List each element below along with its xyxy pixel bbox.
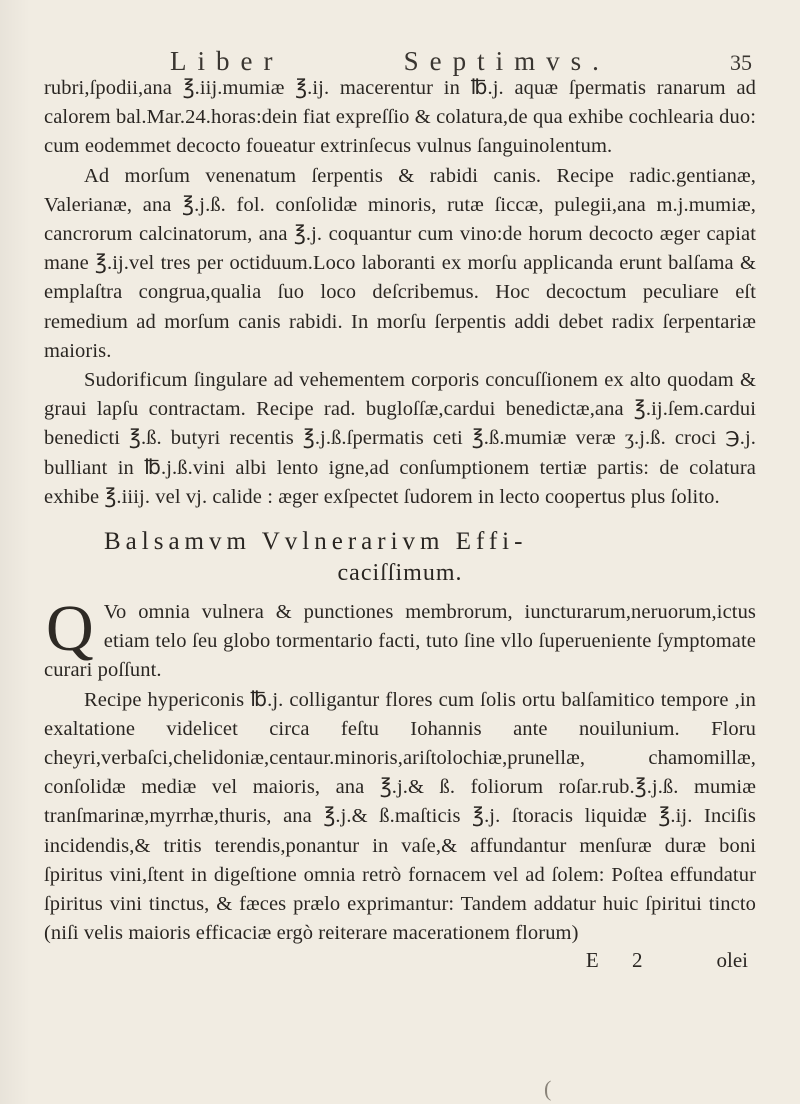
paragraph-balsamum-intro (44, 592, 756, 686)
signature-mark: E 2 (585, 948, 657, 973)
drop-capital: Q (46, 592, 94, 666)
paragraph-morsum: Ad morſum venenatum ſerpentis & rabidi canis. Recipe radic.gentianæ, Valerianæ, ana ℥.j.ß. fol. conſolidæ minoris, rutæ ſiccæ, pulegii,ana m.j.mumiæ, cancrorum calcinatorum, ana ℥.j. coquantur cum vino:de horum decocto æger capiat mane ℥.ij.vel tres per octiduum.Loco laboranti ex morſu applicanda erunt balſama & emplaſtra congrua,qualia ſuo loco deſcribemus. Hoc decoctum peculiare eſt remedium ad morſum canis rabidi. In morſu ſerpentis addi debet radix ſerpentariæ maioris. (44, 164, 756, 362)
paragraph-sudorificum: Sudorificum ſingulare ad vehementem corporis concuſſionem ex alto quodam & graui lapſu contractam. Recipe rad. bugloſſæ,cardui benedictæ,ana ℥.ij.ſem.cardui benedicti ℥.ß. butyri recentis ℥.j.ß.ſpermatis ceti ℥.ß.mumiæ veræ ʒ.j.ß. croci ℈.j. bulliant in ℔.j.ß.vini albi lento igne,ad conſumptionem tertiæ partis: de colatura exhibe ℥.iiij. vel vj. calide : æger exſpectet ſudorem in lecto coopertus plus ſolito. (44, 369, 756, 508)
page-number: 35 (730, 50, 752, 75)
catchword: olei (716, 948, 748, 973)
paragraph-recipe: Recipe hypericonis ℔.j. colligantur flores cum ſolis ortu balſamitico tempore ,in exaltatione videlicet circa feſtu Iohannis ante nouilunium. Floru cheyri,verbaſci,chelidoniæ,centaur.minoris,ariſtolochiæ,prunellæ, chamomillæ, conſolidæ mediæ vel maioris, ana ℥.j.& ß. foliorum roſar.rub.℥.j.ß. mumiæ tranſmarinæ,myrrhæ,thuris, ana ℥.j.& ß.maſticis ℥.j. ſtoracis liquidæ ℥.ij. Inciſis incidendis,& tritis terendis,ponantur in vaſe,& affundantur menſuræ duræ boni ſpiritus vini,ſtent in digeſtione omnia retrò fornacem vel ad ſolem: Poſtea effundatur ſpiritus vini tinctus, & fæces prælo exprimantur: Tandem addatur huic ſpiritui tincto (niſi velis maioris efficaciæ ergò reiterare macerationem florum) (44, 688, 756, 945)
section-heading: Balsamvm Vvlnerarivm Effi- (104, 528, 528, 556)
paragraph-continuation: rubri,ſpodii,ana ℥.iij.mumiæ ℥.ij. macerentur in ℔.j. aquæ ſpermatis ranarum ad calorem bal.Mar.24.horas:dein fiat expreſſio & colatura,de qua exhibe cochlearia duo: cum eodemmet decocto foueatur extrinſecus vulnus ſanguinolentum. (44, 77, 756, 158)
running-title-left: Liber (170, 46, 284, 76)
running-head (170, 46, 752, 77)
running-title-right: Septimvs. (403, 46, 610, 76)
page-footer (44, 948, 756, 973)
stray-mark: ( (544, 1076, 552, 1101)
paragraph-balsamum-text: Vo omnia vulnera & punctiones membrorum, iuncturarum,neruorum,ictus etiam telo ſeu globo tormentario facti, tuto ſine vllo ſuperueniente ſymptomate curari poſſunt. (44, 601, 756, 682)
section-heading-continuation: caciſſimum. (337, 560, 463, 587)
